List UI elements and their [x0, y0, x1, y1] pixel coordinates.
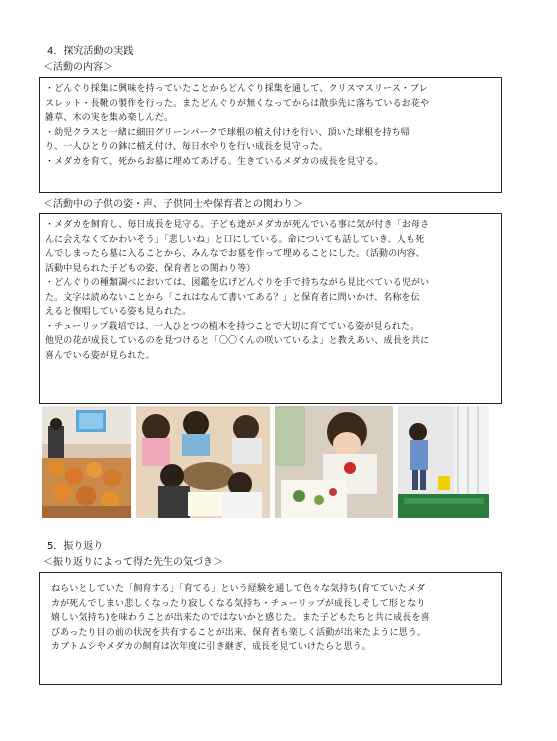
- reflection-line: ねらいとしていた「飼育する」「育てる」という経験を通して色々な気持ち(育てていたメダ: [51, 584, 426, 594]
- children-line: えると復唱している姿も見られた。: [45, 307, 192, 317]
- photo-children-watching-screen: [42, 406, 131, 518]
- photo-icon: [42, 406, 131, 518]
- photo-icon: [275, 406, 393, 518]
- children-line: んに会えなくてかわいそう」「悲しいね」と口にしている。命についても話していき、人も死: [45, 234, 425, 245]
- photo-child-watering-plants: [398, 406, 489, 518]
- section-5-title: 5．振り返り: [47, 541, 104, 552]
- reflection-line: カが死んでしまい悲しくなったり寂しくなる気持ち・チューリップが成長しそして形となり: [51, 598, 426, 609]
- activity-content-header: ＜活動の内容＞: [43, 62, 113, 73]
- section-4-title: 4．探究活動の実践: [47, 46, 134, 57]
- activity-line: り、一人ひとりの鉢に植え付け、毎日水やりを行い成長を見守った。: [45, 142, 329, 152]
- children-line: た。文字は読めないことから「これはなんて書いてある？」と保育者に問いかけ、名称を伝: [45, 292, 420, 303]
- photo-icon: [136, 406, 270, 518]
- children-line: ・どんぐりの種類調べにおいては、図鑑を広げどんぐりを手で持ちながら見比べている児がい: [45, 278, 430, 288]
- photo-children-examining-acorns: [136, 406, 270, 518]
- photo-icon: [398, 406, 489, 518]
- children-line: 他児の花が成長しているのを見つけると「〇〇くんの咲いているよ」と教えあい、成長を共に: [45, 336, 430, 346]
- children-interaction-text: [45, 218, 429, 363]
- activity-content-text: [45, 82, 429, 169]
- children-line: ・メダカを飼育し、毎日成長を見守る。子ども達がメダカが死んでいる事に気が付き「お母さ: [45, 220, 430, 230]
- children-line: 活動中見られた子どもの姿、保育者との関わり等）: [45, 263, 256, 274]
- reflection-box: [39, 572, 502, 685]
- activity-line: ・幼児クラスと一緒に細田グリーンパークで球根の植え付けを行い、頂いた球根を持ち帰: [45, 127, 410, 138]
- children-interaction-header: ＜活動中の子供の姿・声、子供同士や保育者との関わり＞: [43, 199, 303, 210]
- photo-child-reading-picture-book: [275, 406, 393, 518]
- activity-line: ・どんぐり採集に興味を持っていたことからどんぐり採集を通して、クリスマスリース・ブレ: [45, 84, 428, 94]
- activity-line: ・メダカを育て、死からお墓に埋めてあげる。生きているメダカの成長を見守る。: [45, 156, 384, 167]
- children-interaction-box: [39, 213, 502, 404]
- children-line: ・チューリップ栽培では、一人ひとつの植木を持つことで大切に育てている姿が見られた。: [45, 321, 420, 332]
- reflection-line: びあったり目の前の状況を共有することが出来、保育者も楽しく活動が出来たように思う。: [51, 627, 427, 638]
- activity-line: スレット・長靴の製作を行った。またどんぐりが無くなってからは散歩先に落ちているお花や: [45, 98, 430, 109]
- reflection-text: [51, 582, 430, 655]
- activity-content-box: [39, 77, 502, 193]
- children-line: んでしまったら墓に入ることから、みんなでお墓を作って埋めることにした。（活動の内容、: [45, 249, 425, 259]
- reflection-line: カブトムシやメダカの飼育は次年度に引き継ぎ、成長を見ていけたらと思う。: [51, 642, 371, 652]
- activity-line: 雑草、木の実を集め楽しんだ。: [45, 113, 174, 123]
- reflection-line: 嬉しい気持ち)を味わうことが出来たのではないかと感じた。また子どもたちと共に成長を喜: [51, 613, 430, 623]
- children-line: 喜んでいる姿が見られた。: [45, 350, 155, 361]
- reflection-header: ＜振り返りによって得た先生の気づき＞: [43, 557, 223, 568]
